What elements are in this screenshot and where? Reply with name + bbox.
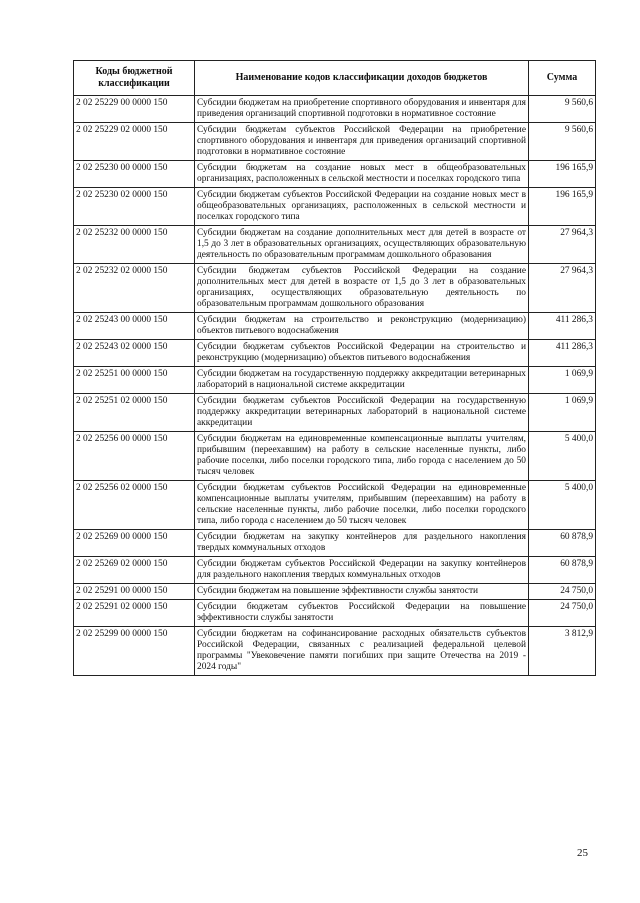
- name-cell: Субсидии бюджетам на создание новых мест в общеобразовательных организациях, расположенных в сельской местности и поселках городского типа: [195, 161, 529, 188]
- sum-cell: 196 165,9: [529, 161, 596, 188]
- name-cell: Субсидии бюджетам на создание дополнительных мест для детей в возрасте от 1,5 до 3 лет в образовательных организациях, осуществляющих образовательную деятельность по образовательным программам дошкольного образования: [195, 226, 529, 264]
- page-number: 25: [577, 847, 588, 859]
- table-row: [74, 627, 596, 676]
- code-cell: 2 02 25256 00 0000 150: [74, 432, 195, 481]
- code-cell: 2 02 25230 00 0000 150: [74, 161, 195, 188]
- name-cell: Субсидии бюджетам субъектов Российской Федерации на приобретение спортивного оборудования и инвентаря для приведения организаций спортивной подготовки в нормативное состояние: [195, 123, 529, 161]
- table-row: [74, 226, 596, 264]
- table-row: [74, 123, 596, 161]
- name-cell: Субсидии бюджетам субъектов Российской Федерации на строительство и реконструкцию (модернизацию) объектов питьевого водоснабжения: [195, 340, 529, 367]
- table-row: [74, 96, 596, 123]
- sum-cell: 5 400,0: [529, 432, 596, 481]
- name-cell: Субсидии бюджетам субъектов Российской Федерации на повышение эффективности службы занятости: [195, 600, 529, 627]
- sum-cell: 1 069,9: [529, 394, 596, 432]
- code-cell: 2 02 25256 02 0000 150: [74, 481, 195, 530]
- sum-cell: 27 964,3: [529, 226, 596, 264]
- name-cell: Субсидии бюджетам на закупку контейнеров для раздельного накопления твердых коммунальных отходов: [195, 530, 529, 557]
- name-cell: Субсидии бюджетам на государственную поддержку аккредитации ветеринарных лабораторий в национальной системе аккредитации: [195, 367, 529, 394]
- name-cell: Субсидии бюджетам на единовременные компенсационные выплаты учителям, прибывшим (переехавшим) на работу в сельские населенные пункты, либо рабочие поселки, либо поселки городского типа, либо города с населением до 50 тысяч человек: [195, 432, 529, 481]
- name-cell: Субсидии бюджетам субъектов Российской Федерации на закупку контейнеров для раздельного накопления твердых коммунальных отходов: [195, 557, 529, 584]
- table-row: [74, 584, 596, 600]
- name-cell: Субсидии бюджетам на повышение эффективности службы занятости: [195, 584, 529, 600]
- sum-cell: 27 964,3: [529, 264, 596, 313]
- code-cell: 2 02 25269 02 0000 150: [74, 557, 195, 584]
- sum-cell: 411 286,3: [529, 313, 596, 340]
- sum-cell: 196 165,9: [529, 188, 596, 226]
- name-cell: Субсидии бюджетам субъектов Российской Федерации на государственную поддержку аккредитации ветеринарных лабораторий в национальной системе аккредитации: [195, 394, 529, 432]
- table-row: [74, 432, 596, 481]
- sum-cell: 60 878,9: [529, 530, 596, 557]
- header-names: Наименование кодов классификации доходов бюджетов: [195, 61, 529, 96]
- table-row: [74, 188, 596, 226]
- sum-cell: 5 400,0: [529, 481, 596, 530]
- budget-classification-table: [73, 60, 596, 676]
- name-cell: Субсидии бюджетам субъектов Российской Федерации на единовременные компенсационные выплаты учителям, прибывшим (переехавшим) на работу в сельские населенные пункты, либо рабочие поселки, либо поселки городского типа, либо города с населением до 50 тысяч человек: [195, 481, 529, 530]
- code-cell: 2 02 25291 00 0000 150: [74, 584, 195, 600]
- sum-cell: 3 812,9: [529, 627, 596, 676]
- code-cell: 2 02 25243 02 0000 150: [74, 340, 195, 367]
- table-row: [74, 367, 596, 394]
- code-cell: 2 02 25232 02 0000 150: [74, 264, 195, 313]
- name-cell: Субсидии бюджетам субъектов Российской Федерации на создание новых мест в общеобразовательных организациях, расположенных в сельской местности и поселках городского типа: [195, 188, 529, 226]
- table-body: [74, 96, 596, 676]
- code-cell: 2 02 25251 02 0000 150: [74, 394, 195, 432]
- code-cell: 2 02 25232 00 0000 150: [74, 226, 195, 264]
- table-row: [74, 557, 596, 584]
- table-row: [74, 481, 596, 530]
- table-row: [74, 161, 596, 188]
- code-cell: 2 02 25229 02 0000 150: [74, 123, 195, 161]
- code-cell: 2 02 25269 00 0000 150: [74, 530, 195, 557]
- code-cell: 2 02 25251 00 0000 150: [74, 367, 195, 394]
- header-codes: Коды бюджетной классификации: [74, 61, 195, 96]
- sum-cell: 411 286,3: [529, 340, 596, 367]
- table-header-row: [74, 61, 596, 96]
- table-row: [74, 340, 596, 367]
- table-row: [74, 530, 596, 557]
- sum-cell: 9 560,6: [529, 123, 596, 161]
- code-cell: 2 02 25230 02 0000 150: [74, 188, 195, 226]
- header-sum: Сумма: [529, 61, 596, 96]
- code-cell: 2 02 25291 02 0000 150: [74, 600, 195, 627]
- name-cell: Субсидии бюджетам субъектов Российской Федерации на создание дополнительных мест для детей в возрасте от 1,5 до 3 лет в образовательных организациях, осуществляющих образовательную деятельность по образовательным программам дошкольного образования: [195, 264, 529, 313]
- sum-cell: 1 069,9: [529, 367, 596, 394]
- sum-cell: 24 750,0: [529, 600, 596, 627]
- sum-cell: 9 560,6: [529, 96, 596, 123]
- code-cell: 2 02 25229 00 0000 150: [74, 96, 195, 123]
- name-cell: Субсидии бюджетам на приобретение спортивного оборудования и инвентаря для приведения организаций спортивной подготовки в нормативное состояние: [195, 96, 529, 123]
- table-row: [74, 313, 596, 340]
- table-row: [74, 600, 596, 627]
- code-cell: 2 02 25243 00 0000 150: [74, 313, 195, 340]
- sum-cell: 24 750,0: [529, 584, 596, 600]
- sum-cell: 60 878,9: [529, 557, 596, 584]
- table-row: [74, 264, 596, 313]
- name-cell: Субсидии бюджетам на софинансирование расходных обязательств субъектов Российской Федерации, связанных с реализацией федеральной целевой программы "Увековечение памяти погибших при защите Отечества на 2019 - 2024 годы": [195, 627, 529, 676]
- name-cell: Субсидии бюджетам на строительство и реконструкцию (модернизацию) объектов питьевого водоснабжения: [195, 313, 529, 340]
- table-row: [74, 394, 596, 432]
- code-cell: 2 02 25299 00 0000 150: [74, 627, 195, 676]
